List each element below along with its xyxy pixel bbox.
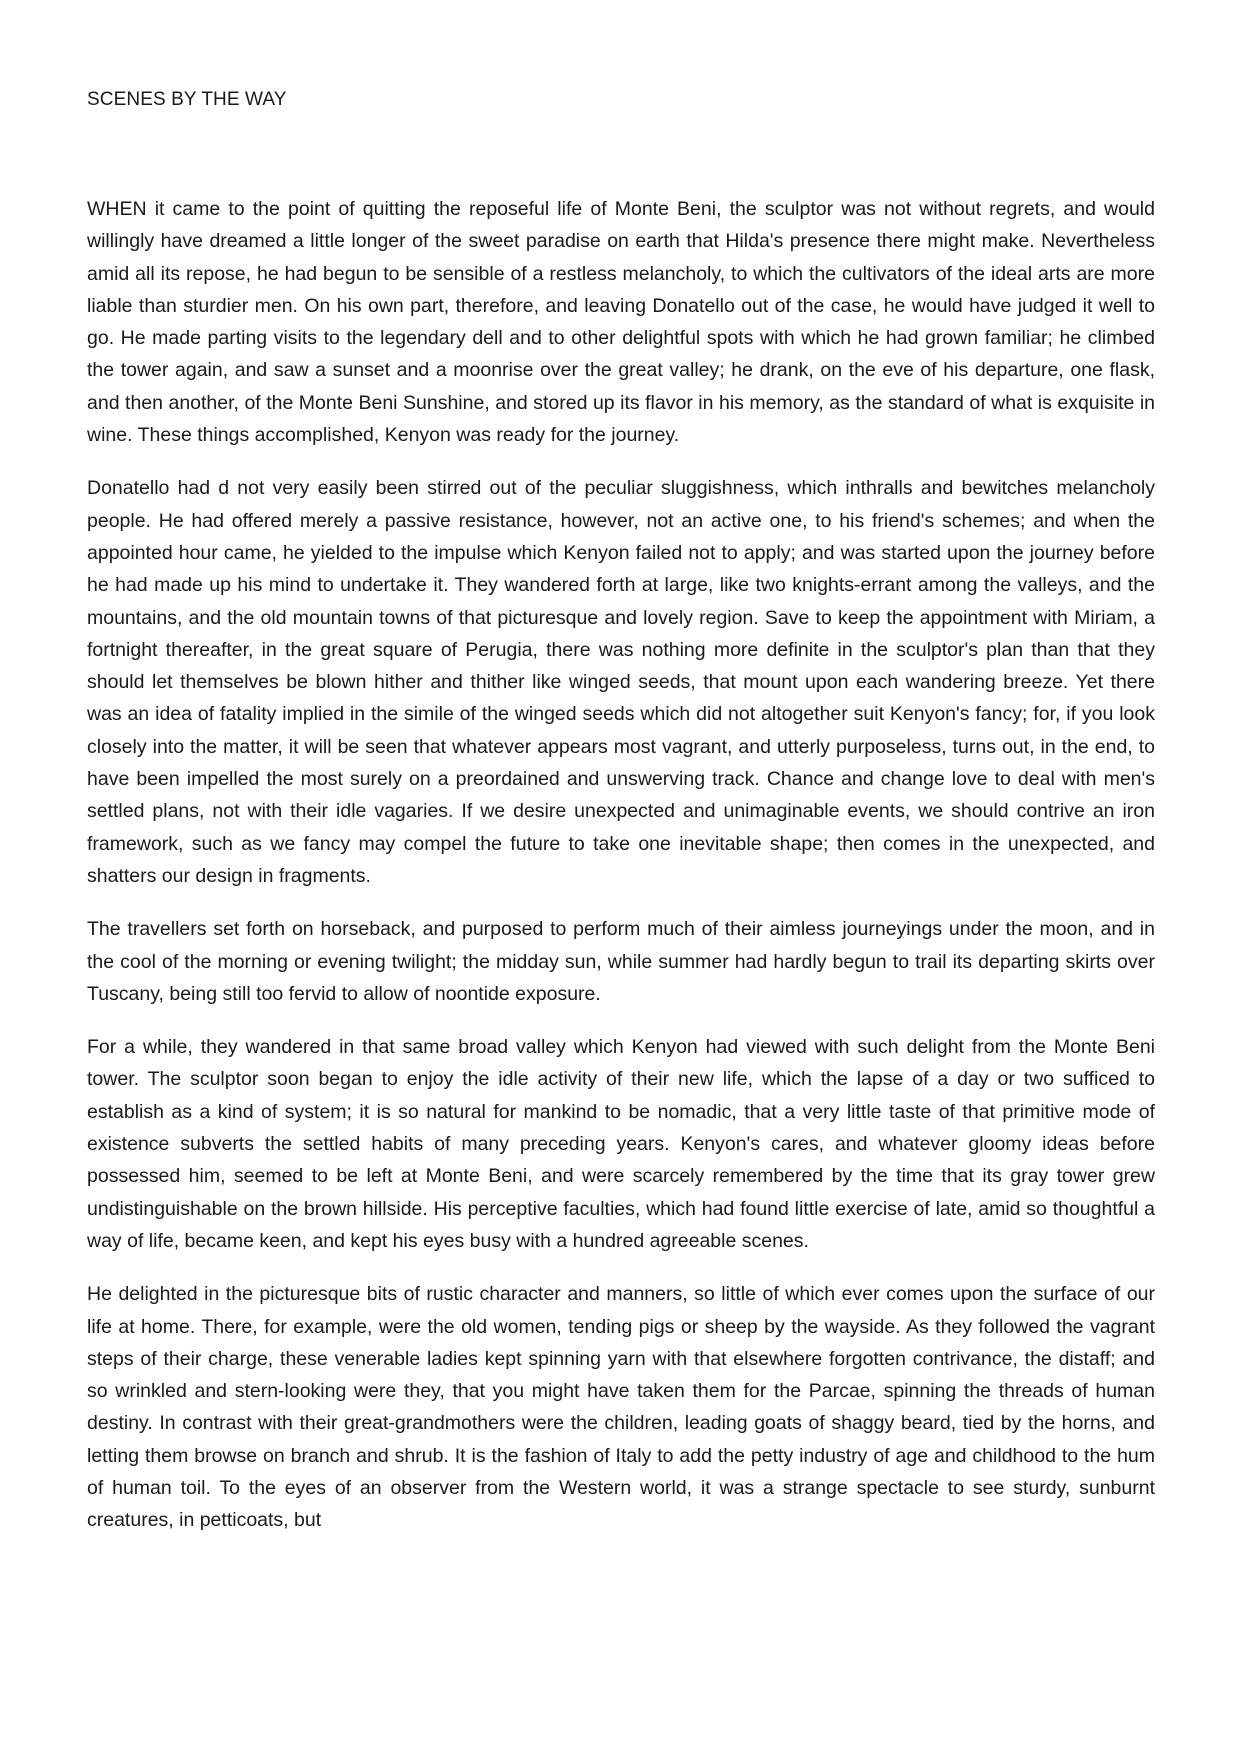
paragraph: The travellers set forth on horseback, and purposed to perform much of their aimless journeyings under the moon, and in the cool of the morning or evening twilight; the midday sun, while summer had hardly begun to trail its departing skirts over Tuscany, being still too fervid to allow of noontide exposure.	[87, 918, 1155, 1005]
paragraph: For a while, they wandered in that same broad valley which Kenyon had viewed with such delight from the Monte Beni tower. The sculptor soon began to enjoy the idle activity of their new life, which the lapse of a day or two sufficed to establish as a kind of system; it is so natural for mankind to be nomadic, that a very little taste of that primitive mode of existence subverts the settled habits of many preceding years. Kenyon's cares, and whatever gloomy ideas before possessed him, seemed to be left at Monte Beni, and were scarcely remembered by the time that its gray tower grew undistinguishable on the brown hillside. His perceptive faculties, which had found little exercise of late, amid so thoughtful a way of life, became keen, and kept his eyes busy with a hundred agreeable scenes.	[87, 1036, 1155, 1252]
paragraph: He delighted in the picturesque bits of rustic character and manners, so little of which ever comes upon the surface of our life at home. There, for example, were the old women, tending pigs or sheep by the wayside. As they followed the vagrant steps of their charge, these venerable ladies kept spinning yarn with that elsewhere forgotten contrivance, the distaff; and so wrinkled and stern-looking were they, that you might have taken them for the Parcae, spinning the threads of human destiny. In contrast with their great-grandmothers were the children, leading goats of shaggy beard, tied by the horns, and letting them browse on branch and shrub. It is the fashion of Italy to add the petty industry of age and childhood to the hum of human toil. To the eyes of an observer from the Western world, it was a strange spectacle to see sturdy, sunburnt creatures, in petticoats, but	[87, 1283, 1155, 1532]
paragraph: WHEN it came to the point of quitting the reposeful life of Monte Beni, the sculptor was not without regrets, and would willingly have dreamed a little longer of the sweet paradise on earth that Hilda's presence there might make. Nevertheless amid all its repose, he had begun to be sensible of a restless melancholy, to which the cultivators of the ideal arts are more liable than sturdier men. On his own part, therefore, and leaving Donatello out of the case, he would have judged it well to go. He made parting visits to the legendary dell and to other delightful spots with which he had grown familiar; he climbed the tower again, and saw a sunset and a moonrise over the great valley; he drank, on the eve of his departure, one flask, and then another, of the Monte Beni Sunshine, and stored up its flavor in his memory, as the standard of what is exquisite in wine. These things accomplished, Kenyon was ready for the journey.	[87, 198, 1155, 447]
chapter-body	[87, 193, 1155, 1558]
paragraph: Donatello had d not very easily been stirred out of the peculiar sluggishness, which inthralls and bewitches melancholy people. He had offered merely a passive resistance, however, not an active one, to his friend's schemes; and when the appointed hour came, he yielded to the impulse which Kenyon failed not to apply; and was started upon the journey before he had made up his mind to undertake it. They wandered forth at large, like two knights-errant among the valleys, and the mountains, and the old mountain towns of that picturesque and lovely region. Save to keep the appointment with Miriam, a fortnight thereafter, in the great square of Perugia, there was nothing more definite in the sculptor's plan than that they should let themselves be blown hither and thither like winged seeds, that mount upon each wandering breeze. Yet there was an idea of fatality implied in the simile of the winged seeds which did not altogether suit Kenyon's fancy; for, if you look closely into the matter, it will be seen that whatever appears most vagrant, and utterly purposeless, turns out, in the end, to have been impelled the most surely on a preordained and unswerving track. Chance and change love to deal with men's settled plans, not with their idle vagaries. If we desire unexpected and unimaginable events, we should contrive an iron framework, such as we fancy may compel the future to take one inevitable shape; then comes in the unexpected, and shatters our design in fragments.	[87, 477, 1155, 887]
chapter-heading: SCENES BY THE WAY	[87, 89, 287, 110]
